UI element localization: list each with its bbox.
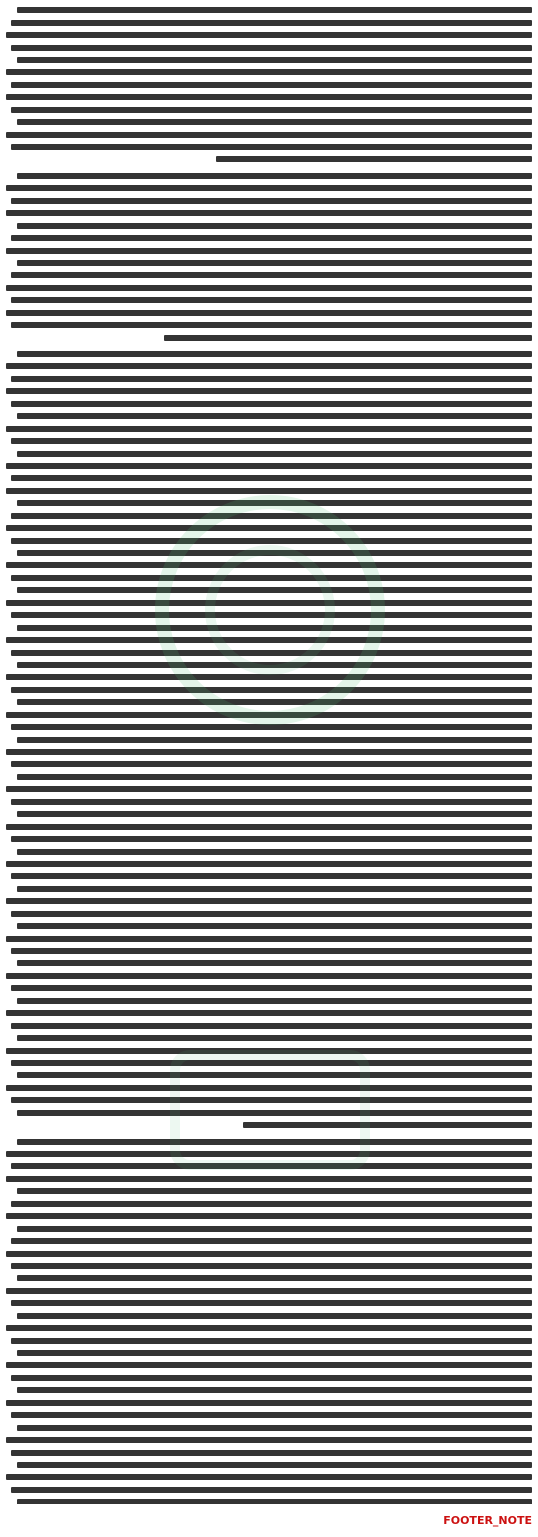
text-line	[6, 982, 532, 994]
text-line-placeholder	[6, 1437, 532, 1443]
text-line	[6, 1496, 532, 1504]
text-line-placeholder	[17, 1275, 532, 1281]
text-line-placeholder	[6, 1362, 532, 1368]
footer	[6, 1512, 532, 1530]
text-line	[6, 1247, 532, 1259]
text-line-placeholder	[17, 1350, 532, 1356]
text-line-placeholder	[6, 1400, 532, 1406]
text-line	[6, 104, 532, 116]
text-line-placeholder	[17, 960, 532, 966]
text-line	[6, 79, 532, 91]
text-line-placeholder	[17, 57, 532, 63]
text-line-placeholder	[17, 119, 532, 125]
text-line-placeholder	[6, 248, 532, 254]
text-line	[6, 1198, 532, 1210]
text-line	[6, 870, 532, 882]
watermark-site-logo-icon	[170, 1050, 370, 1170]
text-line	[6, 845, 532, 857]
text-line-placeholder	[17, 886, 532, 892]
text-line	[6, 1297, 532, 1309]
text-line-placeholder	[11, 20, 532, 26]
text-line	[6, 219, 532, 231]
text-line-placeholder	[6, 973, 532, 979]
text-line-placeholder	[11, 376, 532, 382]
text-line-placeholder	[11, 1338, 532, 1344]
text-line	[6, 472, 532, 484]
text-line	[6, 808, 532, 820]
text-line-placeholder	[11, 985, 532, 991]
text-line	[6, 319, 532, 331]
paragraph	[6, 1135, 532, 1504]
text-line	[6, 945, 532, 957]
text-line-placeholder	[6, 94, 532, 100]
text-line	[6, 970, 532, 982]
text-line-placeholder	[17, 811, 532, 817]
text-line-placeholder	[11, 836, 532, 842]
text-line-placeholder	[11, 1375, 532, 1381]
text-line	[6, 1322, 532, 1334]
author-note: FOOTER_NOTE	[443, 1514, 532, 1527]
text-line	[6, 883, 532, 895]
text-line	[6, 1409, 532, 1421]
paragraph	[6, 348, 532, 1132]
text-line	[6, 1210, 532, 1222]
text-line-placeholder	[6, 824, 532, 830]
text-line-placeholder	[11, 1450, 532, 1456]
text-line	[6, 41, 532, 53]
text-line	[6, 1397, 532, 1409]
text-line	[6, 1260, 532, 1272]
text-line-placeholder	[17, 1313, 532, 1319]
text-line-placeholder	[17, 451, 532, 457]
text-line	[6, 1484, 532, 1496]
text-line	[6, 920, 532, 932]
text-line	[6, 398, 532, 410]
text-line-placeholder	[11, 438, 532, 444]
text-line	[6, 833, 532, 845]
text-line-placeholder	[11, 82, 532, 88]
text-line	[6, 4, 532, 16]
text-line	[6, 1235, 532, 1247]
text-line	[6, 908, 532, 920]
text-line-placeholder	[6, 936, 532, 942]
text-line	[6, 195, 532, 207]
text-line	[6, 257, 532, 269]
text-line-placeholder	[11, 948, 532, 954]
text-line	[6, 783, 532, 795]
text-line	[6, 385, 532, 397]
text-line	[6, 1471, 532, 1483]
text-line-placeholder	[6, 861, 532, 867]
text-line	[6, 91, 532, 103]
text-line-placeholder	[6, 463, 532, 469]
text-line-placeholder	[11, 272, 532, 278]
text-line	[6, 895, 532, 907]
text-line	[6, 1372, 532, 1384]
text-line-placeholder	[6, 749, 532, 755]
text-line	[6, 1007, 532, 1019]
text-line-placeholder	[11, 911, 532, 917]
text-line-placeholder	[6, 786, 532, 792]
text-line	[6, 1032, 532, 1044]
text-line	[6, 116, 532, 128]
text-line-placeholder	[6, 310, 532, 316]
text-line-placeholder	[11, 1263, 532, 1269]
text-line-placeholder	[17, 223, 532, 229]
text-line	[6, 307, 532, 319]
text-line-placeholder	[11, 1412, 532, 1418]
text-line	[6, 1446, 532, 1458]
text-line	[6, 348, 532, 360]
text-line-placeholder	[17, 1462, 532, 1468]
text-line	[6, 1173, 532, 1185]
text-line-placeholder	[17, 1425, 532, 1431]
text-line	[6, 733, 532, 745]
text-line-placeholder	[11, 1201, 532, 1207]
text-line	[6, 422, 532, 434]
text-line-placeholder	[11, 45, 532, 51]
text-line	[6, 1347, 532, 1359]
text-line	[6, 294, 532, 306]
text-line-placeholder	[11, 297, 532, 303]
text-line	[6, 54, 532, 66]
text-line	[6, 858, 532, 870]
text-line	[6, 1185, 532, 1197]
text-line	[6, 1285, 532, 1297]
watermark-logo-inner-icon	[205, 545, 335, 675]
text-line-placeholder	[17, 1188, 532, 1194]
article-body	[6, 4, 532, 1504]
text-line-placeholder	[11, 401, 532, 407]
text-line	[6, 232, 532, 244]
text-line	[6, 1019, 532, 1031]
text-line	[6, 796, 532, 808]
text-line-placeholder	[6, 488, 532, 494]
text-line-placeholder	[11, 724, 532, 730]
text-line-placeholder	[6, 388, 532, 394]
text-line-placeholder	[17, 351, 532, 357]
text-line-placeholder	[11, 198, 532, 204]
text-line	[6, 141, 532, 153]
text-line	[6, 1459, 532, 1471]
text-line	[6, 153, 532, 165]
text-line	[6, 1310, 532, 1322]
text-line	[6, 995, 532, 1007]
text-line-placeholder	[11, 761, 532, 767]
text-line-placeholder	[17, 7, 532, 13]
text-line	[6, 1421, 532, 1433]
paragraph	[6, 170, 532, 344]
text-line	[6, 820, 532, 832]
text-line-placeholder	[6, 1176, 532, 1182]
text-line-placeholder	[6, 898, 532, 904]
text-line	[6, 16, 532, 28]
text-line-placeholder	[6, 1213, 532, 1219]
text-line	[6, 331, 532, 343]
text-line-placeholder	[11, 1023, 532, 1029]
text-line	[6, 1384, 532, 1396]
text-line-placeholder	[6, 132, 532, 138]
text-line-placeholder	[6, 363, 532, 369]
text-line	[6, 182, 532, 194]
text-line-placeholder	[6, 285, 532, 291]
text-line	[6, 360, 532, 372]
text-line	[6, 771, 532, 783]
text-line	[6, 957, 532, 969]
text-line	[6, 29, 532, 41]
text-line-placeholder	[17, 1499, 532, 1504]
text-line	[6, 460, 532, 472]
text-line-placeholder	[6, 1474, 532, 1480]
text-line-placeholder	[6, 32, 532, 38]
text-line-placeholder	[17, 774, 532, 780]
text-line-placeholder	[17, 1035, 532, 1041]
text-line-placeholder	[11, 1238, 532, 1244]
text-line-placeholder	[164, 335, 532, 341]
text-line-placeholder	[6, 1251, 532, 1257]
text-line-placeholder	[11, 144, 532, 150]
text-line-placeholder	[17, 849, 532, 855]
text-line	[6, 128, 532, 140]
text-line	[6, 207, 532, 219]
text-line	[6, 66, 532, 78]
text-line-placeholder	[11, 475, 532, 481]
text-line-placeholder	[17, 923, 532, 929]
text-line	[6, 1359, 532, 1371]
text-line-placeholder	[11, 1300, 532, 1306]
text-line	[6, 447, 532, 459]
text-line-placeholder	[11, 322, 532, 328]
text-line	[6, 410, 532, 422]
text-line	[6, 746, 532, 758]
text-line-placeholder	[11, 873, 532, 879]
text-line-placeholder	[6, 1010, 532, 1016]
text-line-placeholder	[11, 1487, 532, 1493]
text-line-placeholder	[11, 799, 532, 805]
text-line-placeholder	[17, 1226, 532, 1232]
text-line-placeholder	[216, 156, 532, 162]
text-line	[6, 758, 532, 770]
text-line-placeholder	[6, 1288, 532, 1294]
text-line	[6, 1272, 532, 1284]
text-line	[6, 244, 532, 256]
text-line-placeholder	[11, 107, 532, 113]
text-line-placeholder	[6, 210, 532, 216]
text-line	[6, 932, 532, 944]
text-line-placeholder	[17, 737, 532, 743]
text-line	[6, 1222, 532, 1234]
text-line-placeholder	[6, 69, 532, 75]
text-line	[6, 373, 532, 385]
text-line-placeholder	[17, 173, 532, 179]
text-line-placeholder	[6, 1325, 532, 1331]
text-line	[6, 170, 532, 182]
text-line	[6, 269, 532, 281]
text-line	[6, 435, 532, 447]
text-line-placeholder	[6, 426, 532, 432]
text-line-placeholder	[17, 413, 532, 419]
text-line-placeholder	[17, 1387, 532, 1393]
text-line	[6, 1434, 532, 1446]
text-line	[6, 1334, 532, 1346]
text-line-placeholder	[11, 235, 532, 241]
text-line-placeholder	[17, 998, 532, 1004]
text-line-placeholder	[17, 260, 532, 266]
text-line-placeholder	[6, 185, 532, 191]
paragraph	[6, 4, 532, 166]
text-line	[6, 282, 532, 294]
